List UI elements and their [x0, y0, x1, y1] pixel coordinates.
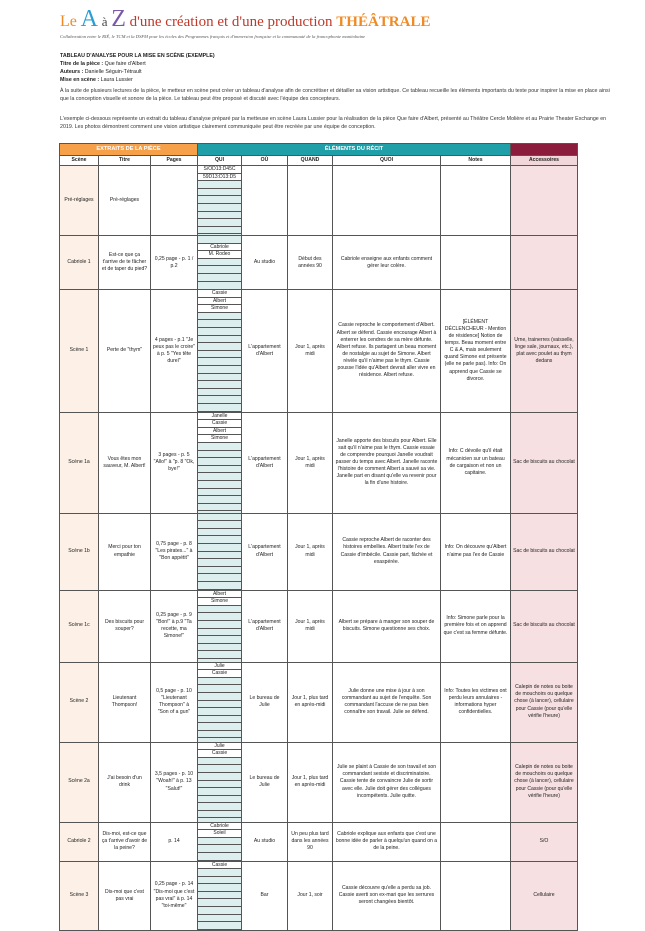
titre-cell: Lieutenant Thompson! — [99, 662, 151, 742]
qui-slot — [198, 544, 241, 552]
quand-cell: Début des années 90 — [288, 236, 333, 290]
accessoires-cell — [511, 166, 578, 236]
qui-slot: Simone — [198, 598, 241, 606]
ou-cell — [242, 166, 288, 236]
qui-slot-stack — [198, 823, 241, 861]
qui-slot — [198, 374, 241, 382]
qui-slot — [198, 884, 241, 892]
qui-cell — [198, 513, 242, 590]
qui-slot — [198, 320, 241, 328]
qui-slot-stack — [198, 290, 241, 412]
banner — [60, 8, 620, 46]
qui-slot — [198, 552, 241, 560]
qui-slot — [198, 899, 241, 907]
qui-slot — [198, 915, 241, 923]
ou-cell: L'appartement d'Albert — [242, 412, 288, 513]
scene-cell: Scène 1b — [60, 513, 99, 590]
scene-cell: Scène 1c — [60, 590, 99, 662]
qui-slot — [198, 536, 241, 544]
qui-slot-stack — [198, 862, 241, 930]
ou-cell: L'appartement d'Albert — [242, 513, 288, 590]
qui-slot — [198, 212, 241, 220]
qui-slot — [198, 582, 241, 590]
col-quoi-header: QUOI — [333, 156, 441, 166]
qui-slot — [198, 629, 241, 637]
ou-cell: Au studio — [242, 822, 288, 861]
qui-slot — [198, 922, 241, 930]
scene-cell: Cabriole 1 — [60, 236, 99, 290]
notes-cell — [441, 861, 511, 930]
quoi-cell: Cassie reproche le comportement d'Albert. Albert se défend. Cassie encourage Albert à enterrer les cendres de sa mère défunte. Albert refuse. Ils partagent un beau moment de nostalgie au sujet de Simone. Albert révèle qu'il n'aime pas le thym. Cassie pousse l'idée qu'Albert devrait aller vivre en résidence. Albert refuse. — [333, 290, 441, 413]
qui-slot — [198, 567, 241, 575]
pages-cell: 3 pages - p. 5 "Allo!" à "p. 8 "Ok, bye!" — [151, 412, 198, 513]
quoi-cell: Albert se prépare à manger son souper de biscuits. Simone questionne ses choix. — [333, 590, 441, 662]
quand-cell: Jour 1, après midi — [288, 290, 333, 413]
mise-row — [60, 76, 600, 84]
qui-slot — [198, 358, 241, 366]
auteurs-value: Danielle Séguin-Tétrault — [84, 69, 142, 75]
qui-slot — [198, 396, 241, 404]
qui-slot — [198, 381, 241, 389]
qui-slot — [198, 389, 241, 397]
col-qui-header: QUI — [198, 156, 242, 166]
pages-cell: 0,25 page - p. 14 "Dis-moi que c'est pas vrai" à p. 14 "toi-même" — [151, 861, 198, 930]
accessoires-cell: Calepin de notes ou boite de mouchoirs ou quelque chose (à lancer), cellulaire pour Cassie (pour qu'elle vérifie l'heure) — [511, 662, 578, 742]
qui-slot-stack — [198, 743, 241, 819]
pages-cell: 0,5 page - p. 10 "Lieutenant Thompson" à "Son of a gun" — [151, 662, 198, 742]
qui-slot — [198, 313, 241, 321]
qui-slot — [198, 458, 241, 466]
qui-slot: Julie — [198, 663, 241, 671]
quoi-cell: Janelle apporte des biscuits pour Albert. Elle sait qu'il n'aime pas le thym. Cassie essaie de comprendre pourquoi Janelle voudrait passer du temps avec Albert. Janelle raconte l'histoire de comment Albert a sauvé sa vie. Janelle part en disant qu'elle va revenir pour la fin d'une histoire. — [333, 412, 441, 513]
qui-slot: Simone — [198, 435, 241, 443]
notes-cell — [441, 742, 511, 822]
qui-cell — [198, 742, 242, 822]
qui-cell — [198, 822, 242, 861]
mise-value: Laura Lussier — [100, 77, 133, 83]
col-scene-header: Scène — [60, 156, 99, 166]
scene-cell: Cabriole 2 — [60, 822, 99, 861]
pages-cell: 3,5 pages - p. 10 "Woah!" à p. 13 "Salut!" — [151, 742, 198, 822]
qui-slot — [198, 274, 241, 282]
table-row — [60, 861, 578, 930]
qui-slot — [198, 404, 241, 412]
qui-cell — [198, 236, 242, 290]
qui-slot-stack — [198, 591, 241, 659]
scene-cell: Scène 2 — [60, 662, 99, 742]
qui-slot — [198, 496, 241, 504]
qui-slot-stack — [198, 514, 241, 590]
mise-label: Mise en scène : — [60, 77, 100, 83]
qui-slot — [198, 788, 241, 796]
auteurs-label: Auteurs : — [60, 69, 84, 75]
doc-title: TABLEAU D'ANALYSE POUR LA MISE EN SCÈNE (EXEMPLE) — [60, 53, 215, 59]
qui-slot: Albert — [198, 591, 241, 599]
pages-cell — [151, 166, 198, 236]
qui-slot — [198, 773, 241, 781]
qui-slot — [198, 451, 241, 459]
qui-slot-stack — [198, 413, 241, 512]
pages-cell: 0,25 page - p. 1 / p.2 — [151, 236, 198, 290]
qui-slot: 59D13:D13:D5 — [198, 174, 241, 182]
qui-slot — [198, 529, 241, 537]
qui-slot — [198, 781, 241, 789]
qui-slot — [198, 651, 241, 659]
qui-slot: Cassie — [198, 420, 241, 428]
qui-slot — [198, 701, 241, 709]
pages-cell: 0,25 page - p. 9 "Bon!" à p.9 "Ta recette, ma Simone!" — [151, 590, 198, 662]
titre-cell: Est-ce que ça t'arrive de te fâcher et de taper du pied? — [99, 236, 151, 290]
qui-slot: Soleil — [198, 830, 241, 838]
qui-slot — [198, 559, 241, 567]
accessoires-cell: Cellulaire — [511, 861, 578, 930]
intro-paragraph-1: À la suite de plusieurs lectures de la pièce, le metteur en scène peut créer un tableau d'analyse afin de concrétiser et détailler sa vision artistique. Ce tableau recueille les éléments importants du texte pour inspirer la mise en place ainsi que la conception visuelle et sonore de la pièce. Le tableau peut être proposé et discuté avec l'équipe des concepteurs. — [60, 88, 610, 102]
table-row — [60, 412, 578, 513]
titre-cell: Vous êtes mon sauveur, M. Albert! — [99, 412, 151, 513]
qui-slot — [198, 716, 241, 724]
qui-slot — [198, 723, 241, 731]
qui-slot — [198, 636, 241, 644]
quand-cell: Un peu plus tard dans les années 90 — [288, 822, 333, 861]
table-row — [60, 513, 578, 590]
ou-cell: Bar — [242, 861, 288, 930]
col-notes-header: Notes — [441, 156, 511, 166]
qui-slot — [198, 521, 241, 529]
analysis-table — [59, 143, 578, 931]
qui-cell — [198, 166, 242, 236]
quand-cell: Jour 1, plus tard en après-midi — [288, 742, 333, 822]
titre-label: Titre de la pièce : — [60, 61, 104, 67]
qui-slot: Janelle — [198, 413, 241, 421]
qui-slot — [198, 259, 241, 267]
qui-slot — [198, 838, 241, 846]
accessoires-cell: Calepin de notes ou boite de mouchoirs ou quelque chose (à lancer), cellulaire pour Cassie (pour qu'elle vérifie l'heure) — [511, 742, 578, 822]
titre-row — [60, 60, 600, 68]
quoi-cell: Julie se plaint à Cassie de son travail et son commandant sexiste et discriminatoire. Cassie tente de convaincre Julie de sortir avec elle. Julie doit gérer des collègues incompétents. Julie quitte. — [333, 742, 441, 822]
table-row — [60, 590, 578, 662]
table-row — [60, 166, 578, 236]
titre-cell: Dis-moi, est-ce que ça t'arrive d'avoir de la peine? — [99, 822, 151, 861]
notes-cell: [ÉLÉMENT DÉCLENCHEUR - Mention de résidence] Notion de temps. Beau moment entre C & A, mais seulement quand Simone est présente (elle ne parle pas). Info: On apprend que Cassie se divorce. — [441, 290, 511, 413]
qui-slot — [198, 845, 241, 853]
notes-cell: Info: Toutes les victimes ont perdu leurs annulaires - informations hyper confidentielles. — [441, 662, 511, 742]
notes-cell: Info: On découvre qu'Albert n'aime pas l'ex de Cassie — [441, 513, 511, 590]
quoi-cell: Cassie découvre qu'elle a perdu sa job. Cassie averti son ex-mari que les serrures seront changées bientôt. — [333, 861, 441, 930]
qui-slot — [198, 181, 241, 189]
scene-cell: Scène 2a — [60, 742, 99, 822]
qui-slot — [198, 644, 241, 652]
banner-theatrale: THÉÂTRALE — [336, 14, 431, 30]
quand-cell: Jour 1, après midi — [288, 590, 333, 662]
qui-slot-stack — [198, 166, 241, 234]
qui-slot — [198, 892, 241, 900]
banner-title — [60, 8, 620, 33]
qui-cell — [198, 662, 242, 742]
qui-slot — [198, 796, 241, 804]
col-pages-header: Pages — [151, 156, 198, 166]
qui-slot — [198, 196, 241, 204]
titre-cell: Merci pour ton empathie — [99, 513, 151, 590]
scene-cell: Scène 1 — [60, 290, 99, 413]
group-extraits-header: EXTRAITS DE LA PIÈCE — [60, 144, 198, 156]
qui-slot: Cabriole — [198, 244, 241, 252]
qui-slot — [198, 574, 241, 582]
scene-cell: Scène 3 — [60, 861, 99, 930]
qui-cell — [198, 861, 242, 930]
group-accessoires-header — [511, 144, 578, 156]
qui-slot — [198, 765, 241, 773]
pages-cell: p. 14 — [151, 822, 198, 861]
quoi-cell: Cassie reproche Albert de raconter des histoires embellies. Albert traite l'ex de Cassie d'imbécile. Cassie part, fâchée et exaspérée. — [333, 513, 441, 590]
qui-slot — [198, 266, 241, 274]
qui-slot — [198, 907, 241, 915]
qui-slot: Julie — [198, 743, 241, 751]
col-accessoires-header: Accessoires — [511, 156, 578, 166]
ou-cell: Le bureau de Julie — [242, 662, 288, 742]
qui-slot — [198, 758, 241, 766]
qui-slot — [198, 336, 241, 344]
quoi-cell: Cabriole enseigne aux enfants comment gérer leur colère. — [333, 236, 441, 290]
qui-slot — [198, 473, 241, 481]
qui-slot — [198, 853, 241, 861]
qui-slot — [198, 621, 241, 629]
qui-slot — [198, 204, 241, 212]
quand-cell: Jour 1, soir — [288, 861, 333, 930]
accessoires-cell: Sac de biscuits au chocolat — [511, 412, 578, 513]
banner-a-letter: A — [80, 6, 98, 32]
qui-slot: M. Rodeo — [198, 251, 241, 259]
qui-slot — [198, 351, 241, 359]
notes-cell — [441, 236, 511, 290]
qui-slot — [198, 236, 241, 244]
qui-slot — [198, 693, 241, 701]
qui-slot — [198, 489, 241, 497]
auteurs-row — [60, 68, 600, 76]
qui-slot — [198, 678, 241, 686]
table-row — [60, 290, 578, 413]
ou-cell: L'appartement d'Albert — [242, 290, 288, 413]
table-row — [60, 822, 578, 861]
qui-cell — [198, 290, 242, 413]
qui-slot — [198, 227, 241, 235]
qui-slot — [198, 685, 241, 693]
notes-cell: Info: C dévoile qu'il était mécanicien sur un bateau de cargaison et non un capitaine. — [441, 412, 511, 513]
titre-cell: Perte de "thym" — [99, 290, 151, 413]
quand-cell — [288, 166, 333, 236]
qui-slot: S/OD13:D45C — [198, 166, 241, 174]
quand-cell: Jour 1, plus tard en après-midi — [288, 662, 333, 742]
qui-slot — [198, 877, 241, 885]
titre-cell: Dis-moi que c'est pas vrai — [99, 861, 151, 930]
titre-cell: J'ai besoin d'un drink — [99, 742, 151, 822]
notes-cell — [441, 166, 511, 236]
document-header — [60, 52, 600, 84]
col-quand-header: QUAND — [288, 156, 333, 166]
accessoires-cell — [511, 236, 578, 290]
quoi-cell: Julie donne une mise à jour à son commandant au sujet de l'enquête. Son commandant l'accuse de ne pas bien connaître son travail. Julie se défend. — [333, 662, 441, 742]
quand-cell: Jour 1, après midi — [288, 412, 333, 513]
quoi-cell: Cabriole explique aux enfants que c'est une bonne idée de parler à quelqu'un quand on a de la peine. — [333, 822, 441, 861]
banner-z-letter: Z — [111, 6, 126, 32]
pages-cell: 4 pages - p.1 "Je peux pas le croire" à p. 5 "Yes tête durel" — [151, 290, 198, 413]
titre-cell: Pré-réglages — [99, 166, 151, 236]
banner-subtitle: Collaboration entre le RIÉ, le TCM et la DSFM pour les écoles des Programmes français et d'immersion française et la communauté de la francophonie manitobaine — [60, 34, 366, 39]
qui-slot — [198, 343, 241, 351]
qui-slot: Albert — [198, 298, 241, 306]
quoi-cell — [333, 166, 441, 236]
table-row — [60, 662, 578, 742]
qui-slot — [198, 606, 241, 614]
qui-slot — [198, 189, 241, 197]
col-ou-header: OÙ — [242, 156, 288, 166]
qui-slot — [198, 708, 241, 716]
qui-slot: Cassie — [198, 670, 241, 678]
scene-cell: Scène 1a — [60, 412, 99, 513]
qui-slot: Albert — [198, 428, 241, 436]
qui-slot: Simone — [198, 305, 241, 313]
ou-cell: Le bureau de Julie — [242, 742, 288, 822]
ou-cell: L'appartement d'Albert — [242, 590, 288, 662]
qui-slot — [198, 328, 241, 336]
accessoires-cell: Sac de biscuits au chocolat — [511, 513, 578, 590]
qui-slot — [198, 803, 241, 811]
notes-cell: Info: Simone parle pour la première fois et on apprend que c'est sa femme défunte. — [441, 590, 511, 662]
accessoires-cell: Sac de biscuits au chocolat — [511, 590, 578, 662]
qui-slot-stack — [198, 236, 241, 282]
intro-paragraph-2: L'exemple ci-dessous représente un extrait du tableau d'analyse préparé par la metteuse en scène Laura Lussier pour la réalisation de la pièce Que faire d'Albert, présenté au Théâtre Cercle Molière et au Prairie Theater Exchange en 2019. Les photos démontrent comment une vision artistique clairement communiquée peut être recréée par une équipe de conception. — [60, 116, 607, 130]
qui-slot — [198, 613, 241, 621]
table-row — [60, 236, 578, 290]
notes-cell — [441, 822, 511, 861]
table-row — [60, 742, 578, 822]
titre-value: Que faire d'Albert — [104, 61, 146, 67]
qui-slot — [198, 481, 241, 489]
pages-cell: 0,75 page - p. 8 "Les pirates..." à "Bon appétit" — [151, 513, 198, 590]
qui-slot — [198, 504, 241, 512]
group-elements-header: ÉLÉMENTS DU RÉCIT — [198, 144, 511, 156]
accessoires-cell: S/O — [511, 822, 578, 861]
banner-middle: d'une création et d'une production — [129, 14, 333, 30]
col-titre-header: Titre — [99, 156, 151, 166]
quand-cell: Jour 1, après midi — [288, 513, 333, 590]
qui-slot — [198, 466, 241, 474]
qui-slot — [198, 366, 241, 374]
qui-slot — [198, 811, 241, 819]
qui-cell — [198, 412, 242, 513]
accessoires-cell: Urne, trainerres (vaisselle, linge sale, journaux, etc.), plat avec poulet au thym dedans — [511, 290, 578, 413]
qui-slot — [198, 443, 241, 451]
qui-slot: Cassie — [198, 750, 241, 758]
table-body — [60, 166, 578, 931]
qui-slot: Cassie — [198, 290, 241, 298]
qui-cell — [198, 590, 242, 662]
qui-slot-stack — [198, 663, 241, 739]
scene-cell: Pré-réglages — [60, 166, 99, 236]
banner-a-grave: à — [101, 14, 108, 29]
qui-slot — [198, 869, 241, 877]
qui-slot — [198, 219, 241, 227]
qui-slot — [198, 731, 241, 739]
titre-cell: Des biscuits pour souper? — [99, 590, 151, 662]
qui-slot: Cassie — [198, 862, 241, 870]
ou-cell: Au studio — [242, 236, 288, 290]
qui-slot: Cabriole — [198, 823, 241, 831]
banner-le: Le — [60, 13, 77, 30]
qui-slot — [198, 514, 241, 522]
